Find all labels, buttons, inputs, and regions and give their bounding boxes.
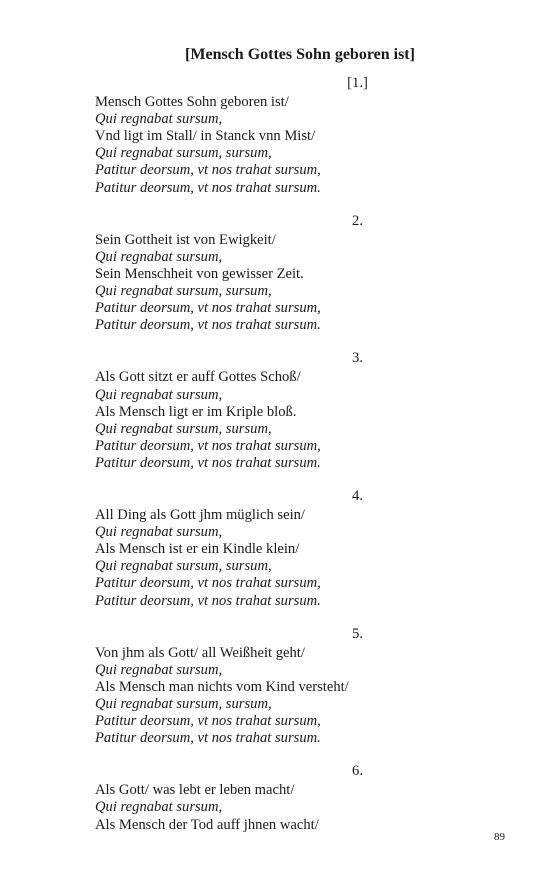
latin-refrain-line: Qui regnabat sursum, bbox=[95, 661, 223, 678]
latin-refrain-line: Qui regnabat sursum, sursum, bbox=[95, 696, 272, 712]
verse-line: Vnd ligt im Stall/ in Stanck vnn Mist/ bbox=[95, 128, 316, 145]
latin-refrain-line: Patitur deorsum, vt nos trahat sursum, bbox=[95, 437, 321, 454]
song-body bbox=[95, 75, 515, 850]
latin-refrain-line: Patitur deorsum, vt nos trahat sursum. bbox=[95, 592, 321, 609]
verse-line: Als Mensch ligt er im Kriple bloß. bbox=[95, 403, 297, 420]
latin-refrain-line: Qui regnabat sursum, sursum, bbox=[95, 283, 272, 300]
latin-refrain-line: Qui regnabat sursum, bbox=[95, 248, 223, 265]
stanza-number: [1.] bbox=[347, 75, 368, 91]
verse-line: Sein Gottheit ist von Ewigkeit/ bbox=[95, 231, 276, 248]
stanza-number: 4. bbox=[352, 487, 363, 504]
song-title: [Mensch Gottes Sohn geboren ist] bbox=[185, 46, 415, 63]
latin-refrain-line: Patitur deorsum, vt nos trahat sursum. bbox=[95, 317, 321, 334]
latin-refrain-line: Patitur deorsum, vt nos trahat sursum, bbox=[95, 575, 321, 592]
latin-refrain-line: Qui regnabat sursum, bbox=[95, 524, 223, 541]
stanza-number: 2. bbox=[352, 212, 363, 229]
stanza bbox=[95, 763, 515, 833]
verse-line: Als Mensch der Tod auff jhnen wacht/ bbox=[95, 816, 319, 833]
verse-line: Mensch Gottes Sohn geboren ist/ bbox=[95, 94, 289, 111]
latin-refrain-line: Patitur deorsum, vt nos trahat sursum, bbox=[95, 713, 321, 730]
stanza bbox=[95, 213, 515, 335]
latin-refrain-line: Patitur deorsum, vt nos trahat sursum. bbox=[95, 730, 321, 747]
verse-line: Als Gott sitzt er auff Gottes Schoß/ bbox=[95, 369, 301, 386]
stanza bbox=[95, 75, 515, 197]
latin-refrain-line: Qui regnabat sursum, sursum, bbox=[95, 145, 272, 162]
stanza bbox=[95, 488, 515, 610]
verse-line: Von jhm als Gott/ all Weißheit geht/ bbox=[95, 644, 305, 661]
stanza-number: 3. bbox=[352, 350, 363, 367]
latin-refrain-line: Qui regnabat sursum, bbox=[95, 111, 223, 128]
latin-refrain-line: Patitur deorsum, vt nos trahat sursum, bbox=[95, 162, 321, 179]
stanza bbox=[95, 350, 515, 472]
latin-refrain-line: Qui regnabat sursum, bbox=[95, 386, 223, 403]
stanza-number: 6. bbox=[352, 763, 363, 780]
stanza-number: 5. bbox=[352, 625, 363, 642]
latin-refrain-line: Patitur deorsum, vt nos trahat sursum, bbox=[95, 300, 321, 317]
latin-refrain-line: Patitur deorsum, vt nos trahat sursum. bbox=[95, 179, 321, 196]
latin-refrain-line: Qui regnabat sursum, sursum, bbox=[95, 558, 272, 575]
stanza bbox=[95, 626, 515, 748]
verse-line: Als Mensch man nichts vom Kind versteht/ bbox=[95, 678, 349, 695]
verse-line: Als Gott/ was lebt er leben macht/ bbox=[95, 782, 295, 799]
latin-refrain-line: Qui regnabat sursum, sursum, bbox=[95, 420, 272, 437]
verse-line: Sein Menschheit von gewisser Zeit. bbox=[95, 265, 304, 282]
verse-line: All Ding als Gott jhm müglich sein/ bbox=[95, 507, 305, 524]
latin-refrain-line: Qui regnabat sursum, bbox=[95, 799, 223, 816]
latin-refrain-line: Patitur deorsum, vt nos trahat sursum. bbox=[95, 454, 321, 471]
page-number: 89 bbox=[494, 831, 505, 843]
verse-line: Als Mensch ist er ein Kindle klein/ bbox=[95, 541, 300, 558]
